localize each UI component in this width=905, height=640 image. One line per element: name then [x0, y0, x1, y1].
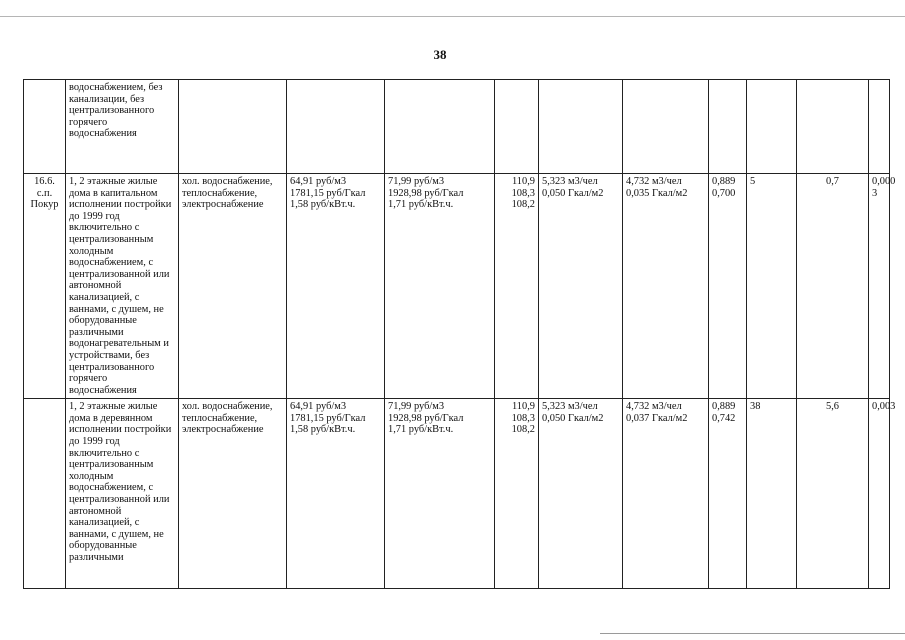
coefficient: 0,889 0,742	[709, 399, 747, 589]
table-row	[24, 80, 890, 174]
table-row	[24, 399, 890, 589]
column-11-value	[797, 80, 869, 174]
housing-description: водоснабжением, без канализации, без централизованного горячего водоснабжения	[66, 80, 179, 174]
tariffs-second: 71,99 руб/м3 1928,98 руб/Гкал 1,71 руб/кВт.ч.	[385, 174, 495, 399]
scan-edge-bottom	[600, 633, 905, 634]
tariffs-second: 71,99 руб/м3 1928,98 руб/Гкал 1,71 руб/кВт.ч.	[385, 399, 495, 589]
tariffs-first: 64,91 руб/м3 1781,15 руб/Гкал 1,58 руб/кВт.ч.	[287, 399, 385, 589]
column-12-value: 0,000 3	[869, 174, 890, 399]
tariff-table	[23, 79, 896, 589]
consumption-norm-second: 4,732 м3/чел 0,037 Гкал/м2	[623, 399, 709, 589]
table-row	[24, 174, 890, 399]
scan-edge-top	[0, 16, 905, 17]
column-11-value: 5,6	[797, 399, 869, 589]
utility-services: хол. водоснабжение, теплоснабжение, электроснабжение	[179, 174, 287, 399]
column-12-value	[869, 80, 890, 174]
utility-services: хол. водоснабжение, теплоснабжение, электроснабжение	[179, 399, 287, 589]
coefficient: 0,889 0,700	[709, 174, 747, 399]
row-number	[24, 80, 66, 174]
tariffs-first	[287, 80, 385, 174]
page-number: 38	[433, 47, 447, 62]
coefficient	[709, 80, 747, 174]
tariff-index: 110,9 108,3 108,2	[495, 399, 539, 589]
column-10-value: 38	[747, 399, 797, 589]
column-12-value: 0,003	[869, 399, 890, 589]
housing-description: 1, 2 этажные жилые дома в капитальном исполнении постройки до 1999 год включительно с централизованным холодным водоснабжением, с централизованной или автономной канализацией, с ваннами, с душем, не оборудованные различными водонагревательным и устройствами, без централизованного горячего водоснабжения	[66, 174, 179, 399]
tariffs-second	[385, 80, 495, 174]
consumption-norm-second	[623, 80, 709, 174]
housing-description: 1, 2 этажные жилые дома в деревянном исполнении постройки до 1999 год включительно с централизованным холодным водоснабжением, с централизованной или автономной канализацией, с ваннами, с душем, не оборудованные различными	[66, 399, 179, 589]
column-11-value: 0,7	[797, 174, 869, 399]
row-number	[24, 399, 66, 589]
tariffs-first: 64,91 руб/м3 1781,15 руб/Гкал 1,58 руб/кВт.ч.	[287, 174, 385, 399]
column-10-value	[747, 80, 797, 174]
consumption-norm-first	[539, 80, 623, 174]
consumption-norm-first: 5,323 м3/чел 0,050 Гкал/м2	[539, 174, 623, 399]
consumption-norm-first: 5,323 м3/чел 0,050 Гкал/м2	[539, 399, 623, 589]
tariff-index	[495, 80, 539, 174]
tariff-index: 110,9 108,3 108,2	[495, 174, 539, 399]
row-number: 16.6. с.п. Покур	[24, 174, 66, 399]
utility-services	[179, 80, 287, 174]
column-10-value: 5	[747, 174, 797, 399]
consumption-norm-second: 4,732 м3/чел 0,035 Гкал/м2	[623, 174, 709, 399]
